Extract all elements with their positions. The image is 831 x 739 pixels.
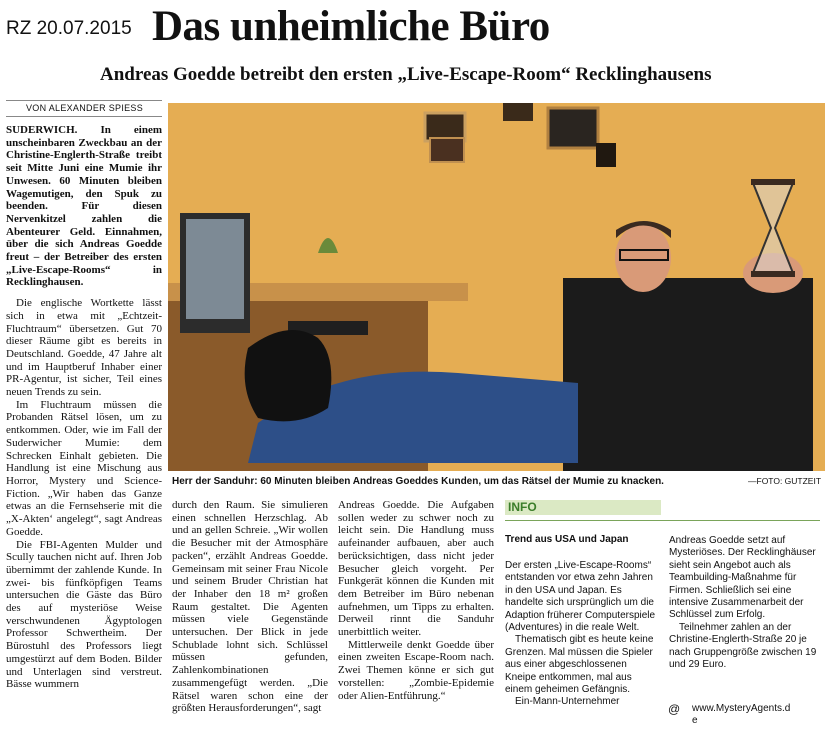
info-subtitle: Trend aus USA und Japan bbox=[505, 534, 629, 545]
column-3 bbox=[338, 499, 494, 702]
website-link[interactable]: www.MysteryAgents.de bbox=[692, 703, 791, 726]
web-at-icon: @ bbox=[668, 702, 681, 716]
info-paragraph: Thematisch gibt es heute keine Grenzen. Mal müssen die Spieler aus einer abgeschlossenen Kneipe entkommen, mal aus einem geheimen Gefängnis. bbox=[505, 634, 654, 696]
photo-caption: Herr der Sanduhr: 60 Minuten bleiben Andreas Goeddes Kunden, um das Rätsel der Mumie zu knacken. bbox=[172, 476, 664, 487]
paragraph: Die englische Wortkette lässt sich in etwa mit „Echtzeit-Fluchtraum“ übersetzen. Gut 70 dieser Räume gibt es bereits in Deutschland. Goedde, 47 Jahre alt und im Hauptberuf Inhaber einer PR-Agentur, ist sicher, Teil eines neuen Trends zu sein. bbox=[6, 297, 162, 399]
article-photo bbox=[168, 103, 825, 471]
subheadline: Andreas Goedde betreibt den ersten „Live-Escape-Room“ Recklinghausens bbox=[100, 64, 712, 85]
info-paragraph: Der ersten „Live-Escape-Rooms“ entstanden vor etwa zehn Jahren in den USA und Japan. Es handelte sich ursprünglich um die Adaption früherer Computerspiele (Adventures) in die reale Welt. bbox=[505, 560, 656, 634]
column-1 bbox=[6, 124, 162, 691]
info-rule bbox=[505, 520, 820, 521]
info-paragraph: Teilnehmer zahlen an der Christine-Englerth-Straße 20 je nach Gruppengröße zwischen 19 und 29 Euro. bbox=[669, 621, 817, 671]
info-column-1 bbox=[505, 560, 657, 709]
byline: VON ALEXANDER SPIESS bbox=[26, 103, 144, 113]
info-paragraph: Andreas Goedde setzt auf Mysteriöses. Der Recklinghäuser sieht sein Angebot auch als Teambuilding-Maßnahme für Firmen. Schließlich sei eine intensive Zusammenarbeit der Schlüssel zum Erfolg. bbox=[669, 535, 816, 621]
photo-credit: —FOTO: GUTZEIT bbox=[748, 476, 822, 486]
info-column-2 bbox=[669, 535, 817, 671]
byline-rule-top bbox=[6, 100, 162, 101]
paragraph: Im Fluchtraum müssen die Probanden Rätsel lösen, um zu entkommen. Oder, wie im Fall der Suderwicher Mumie: dem Schrecken Einhalt gebieten. Die Handlung ist eine Mischung aus Horror, Mystery und Science-Fiction. „Wir haben das Ganze etwas an die Fernsehserie mit die „X-Akten‘ angelegt“, sagt Andreas Goedde. bbox=[6, 398, 162, 538]
headline: Das unheimliche Büro bbox=[152, 3, 550, 50]
info-paragraph: Ein-Mann-Unternehmer bbox=[515, 696, 620, 708]
info-label: INFO bbox=[508, 500, 537, 514]
dateline: RZ 20.07.2015 bbox=[6, 18, 132, 39]
paragraph: Die FBI-Agenten Mulder und Scully tauchen nicht auf. Ihren Job übernimmt der zahlende Kunde. In zwei- bis fünfköpfigen Teams untersuchen die Gäste das Büro des auf mysteriöse Weise verschwundenen Ägyptologen Professor Schwertheim. Der Bürostuhl des Professors liegt umgestürzt auf dem Boden. Bilder und Unterlagen sind verstreut. Bässe wummern bbox=[6, 538, 162, 691]
paragraph: durch den Raum. Sie simulieren einen schnellen Herzschlag. Ab und an gellen Schreie. „Wir wollen die Besucher mit der Atmosphäre packen“, erzählt Andreas Goedde. Gemeinsam mit seiner Frau Nicole und seinem Bruder Christian hat der Inhaber den 18 m² großen Raum gestaltet. Die Agenten müssen viele Gegenstände untersuchen. Der Blick in jede Schublade lohnt sich. Schlüssel müssen gefunden, Zahlenkombinationen zusammengefügt werden. „Die Rätsel waren schon eine der größten Herausforderungen“, sagt bbox=[172, 499, 328, 715]
lead-paragraph: SUDERWICH. In einem unscheinbaren Zweckbau an der Christine-Englerth-Straße treibt seit Mitte Juni eine Mumie ihr Unwesen. 60 Minuten bleiben Wagemutigen, den Spuk zu beenden. Für diesen Nervenkitzel zahlen die Abenteurer Geld. Einnahmen, über die sich Andreas Goedde freut – der Betreiber des ersten „Live-Escape-Rooms“ in Recklinghausen. bbox=[6, 124, 162, 289]
paragraph: Andreas Goedde. Die Aufgaben sollen weder zu schwer noch zu leicht sein. Die Handlung muss aufeinander aufbauen, aber auch berücksichtigen, dass nicht jeder Besucher gleich vorgeht. Per Funkgerät können die Kunden mit dem Betreiber im Büro nebenan aufnehmen, um Tipps zu erhalten. Derweil rinnt die Sanduhr unerbittlich weiter. bbox=[338, 499, 494, 639]
column-2 bbox=[172, 499, 328, 715]
byline-rule-bottom bbox=[6, 116, 162, 117]
paragraph: Mittlerweile denkt Goedde über einen zweiten Escape-Room nach. Zwei Themen könne er sich gut vorstellen: „Zombie-Epidemie oder Alien-Entführung.“ bbox=[338, 638, 494, 702]
photo-illustration bbox=[168, 103, 825, 471]
